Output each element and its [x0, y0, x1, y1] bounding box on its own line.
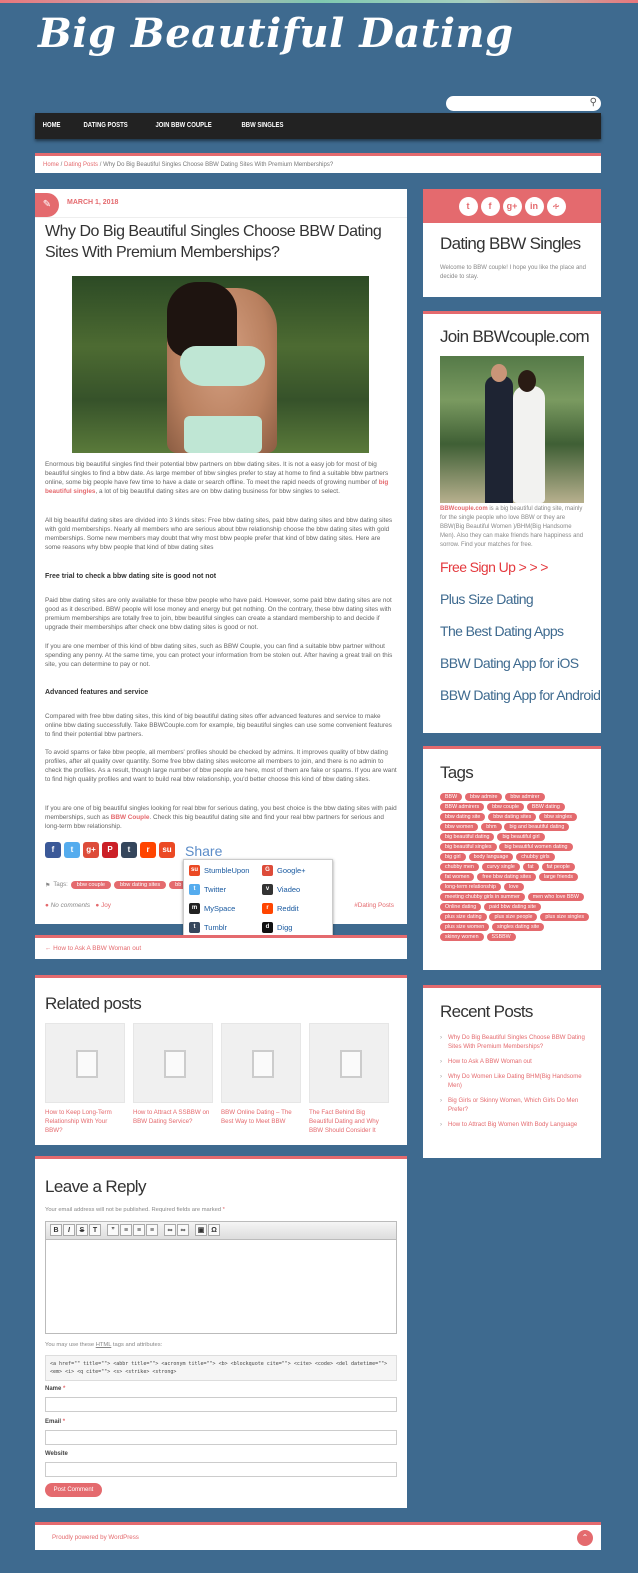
- strike-button[interactable]: S: [76, 1224, 88, 1236]
- comment-icon: ●: [45, 902, 49, 909]
- bbw-dating-android-link[interactable]: BBW Dating App for Android: [440, 687, 601, 703]
- tag-cloud-item[interactable]: bhm: [481, 823, 501, 831]
- tag-cloud-item[interactable]: fat women: [440, 873, 474, 881]
- recent-post-link[interactable]: › How to Ask A BBW Woman out: [440, 1057, 588, 1066]
- italic-button[interactable]: I: [63, 1224, 75, 1236]
- tag-cloud-item[interactable]: bbw couple: [487, 803, 524, 811]
- tag-cloud-item[interactable]: body language: [469, 853, 514, 861]
- share-tumblr[interactable]: t Tumblr: [189, 922, 227, 933]
- tag-cloud-item[interactable]: bbw dating site: [440, 813, 485, 821]
- tags-label: Tags:: [53, 882, 68, 888]
- post-date: MARCH 1, 2018: [67, 199, 119, 206]
- allowed-tags-code: <a href="" title=""> <abbr title=""> <acronym title=""> <b> <blockquote cite=""> <cite> <code> <del datetime=""> <em> <i> <q cite=""> <s> <strike> <strong>: [45, 1355, 397, 1381]
- widget-title: Recent Posts: [440, 1002, 533, 1021]
- widget-title: Dating BBW Singles: [440, 234, 581, 253]
- nav-join-bbw-couple[interactable]: JOIN BBW COUPLE: [155, 122, 212, 129]
- tag-cloud-item[interactable]: free bbw dating sites: [477, 873, 536, 881]
- share-twitter[interactable]: t Twitter: [189, 884, 226, 895]
- viadeo-icon: v: [262, 884, 273, 895]
- post-article: [35, 189, 407, 924]
- couple-image[interactable]: [440, 356, 584, 503]
- twitter-icon[interactable]: t: [64, 842, 80, 858]
- footer: [35, 1522, 601, 1550]
- name-field[interactable]: [45, 1397, 397, 1412]
- search-icon[interactable]: ⚲: [589, 97, 597, 108]
- image-button[interactable]: ▣: [195, 1224, 207, 1236]
- footer-credit-link[interactable]: Proudly powered by WordPress: [52, 1534, 139, 1541]
- post-featured-image: [72, 276, 369, 453]
- stumbleupon-icon: su: [189, 865, 200, 876]
- tag-cloud-item[interactable]: curvy single: [482, 863, 520, 871]
- top-stripe: [0, 0, 638, 3]
- tag-cloud-item[interactable]: big beautiful women dating: [499, 843, 572, 851]
- share-reddit[interactable]: r Reddit: [262, 903, 299, 914]
- widget-title: Join BBWcouple.com: [440, 327, 589, 346]
- special-char-button[interactable]: Ω: [208, 1224, 220, 1236]
- link-button[interactable]: ∞: [164, 1224, 176, 1236]
- tag-cloud-item[interactable]: bbw admire: [465, 793, 502, 801]
- align-right-button[interactable]: ≡: [146, 1224, 158, 1236]
- site-logo[interactable]: Big Beautiful Dating: [38, 10, 514, 57]
- stumbleupon-icon[interactable]: su: [159, 842, 175, 858]
- tag-cloud-item[interactable]: men who love BBW: [528, 893, 584, 901]
- website-label: Website: [45, 1451, 68, 1457]
- twitter-icon[interactable]: t: [459, 197, 478, 216]
- tag-cloud-item[interactable]: SSBBW: [487, 933, 516, 941]
- breadcrumb-home[interactable]: Home: [43, 162, 60, 168]
- tag-cloud-item[interactable]: large friends: [539, 873, 578, 881]
- share-googleplus[interactable]: G Google+: [262, 865, 306, 876]
- tag-cloud-item[interactable]: bbw admirer: [505, 793, 544, 801]
- main-nav: [35, 113, 601, 139]
- quote-button[interactable]: ”: [107, 1224, 119, 1236]
- facebook-icon[interactable]: f: [45, 842, 61, 858]
- tag-cloud-item[interactable]: plus size women: [440, 923, 489, 931]
- related-posts: [35, 975, 407, 1145]
- tag-cloud-item[interactable]: chubby men: [440, 863, 479, 871]
- website-field[interactable]: [45, 1462, 397, 1477]
- post-paragraph: If you are one member of this kind of bbw dating sites, such as BBW Couple, you can find a suitable bbw partner without spending any penny. At the same time, you can protect your information from be stolen out. After having a great trail on this site, you can determine to pay or not.: [45, 643, 393, 668]
- post-paragraph: Paid bbw dating sites are only available for these bbw people who have paid. However, some paid bbw dating sites are not good as it described. BBW people will lose money and energy but get nothing. On the contrary, these bbw dating sites with premium memberships are totally free to join, bbw beautiful singles can create a standard membership to and decide if upgrade their memberships after check one bbw dating sites is good or not.: [45, 597, 392, 631]
- tumblr-icon: t: [189, 922, 200, 933]
- tag-cloud-item[interactable]: long-term relationship: [440, 883, 501, 891]
- tag-cloud-item[interactable]: BBW dating: [527, 803, 565, 811]
- post-comment-button[interactable]: Post Comment: [45, 1483, 102, 1497]
- share-viadeo[interactable]: v Viadeo: [262, 884, 300, 895]
- tag-cloud-item[interactable]: big girl: [440, 853, 466, 861]
- post-paragraph: To avoid spams or fake bbw people, all members' profiles should be checked by admins. It improves quality of bbw dating profiles, after all quality over quantity. Some free bbw dating sites welcome all members to join, and there is no admin to check the profiles. As a result, though large number of bbw people are here, most of them are fake or spams. If you are want to find high quality profiles and want to build real bbw relationship, you'd better choose this kind of bbw dating sites.: [45, 749, 397, 783]
- recent-post-link[interactable]: › Why Do Women Like Dating BHM(Big Handsome Men): [440, 1072, 588, 1090]
- sidebar-widget-about: [423, 189, 601, 297]
- tag-icon: ⚑: [45, 882, 51, 889]
- related-title: Related posts: [45, 994, 142, 1013]
- post-paragraph: Enormous big beautiful singles find their potential bbw partners on bbw dating sites. It is not a easy job for most of big beautiful singles to find a bbw date. As large member of bbw singles prefer to stay at home to find a suitable bbw partners online, some big people have few time to have a date or search offline. To meet the rapid needs of growing number of big beautiful singles, a lot of big beautiful dating sites are on bbw dating business for bbw singles to select.: [45, 461, 389, 495]
- tag-cloud-item[interactable]: meeting chubby girls in summer: [440, 893, 525, 901]
- widget-text: Welcome to BBW couple! I hope you like the place and decide to stay.: [440, 265, 586, 280]
- reddit-icon: r: [262, 903, 273, 914]
- post-tags: [45, 881, 187, 889]
- comment-editor[interactable]: [45, 1221, 397, 1334]
- tag-cloud-item[interactable]: Online dating: [440, 903, 481, 911]
- reddit-icon[interactable]: r: [140, 842, 156, 858]
- google-plus-icon[interactable]: g+: [503, 197, 522, 216]
- tag-cloud-item[interactable]: bbw dating sites: [488, 813, 536, 821]
- tag-cloud-item[interactable]: bbw women: [440, 823, 478, 831]
- author-icon: ●: [95, 902, 100, 909]
- search-input[interactable]: [446, 96, 601, 111]
- comment-form: [35, 1156, 407, 1508]
- post-subheading: Free trial to check a bbw dating site is good not not: [45, 573, 217, 580]
- tag-cloud-item[interactable]: paid bbw dating site: [484, 903, 541, 911]
- divider: [35, 217, 407, 218]
- pencil-icon: ✎: [35, 193, 59, 217]
- tag-cloud-item[interactable]: big beautiful singles: [440, 843, 497, 851]
- back-to-top-icon[interactable]: ⌃: [577, 1530, 593, 1546]
- reply-note: Your email address will not be published. Required fields are marked *: [45, 1207, 225, 1213]
- best-dating-apps-link[interactable]: The Best Dating Apps: [440, 623, 564, 639]
- tag-cloud-item[interactable]: fat people: [542, 863, 575, 871]
- post-paragraph: Compared with free bbw dating sites, this kind of big beautiful dating sites offer advanced features and service to make online bbw dating successfully. Take BBWCouple.com for example, big beautiful singles can use some convenient features to find their potential bbw partners.: [45, 713, 392, 738]
- recent-post-link[interactable]: › Big Girls or Skinny Women, Which Girls Do Men Prefer?: [440, 1096, 588, 1114]
- related-item[interactable]: How to Attract A SSBBW on BBW Dating Service?: [133, 1023, 213, 1126]
- tag-cloud-item[interactable]: skinny women: [440, 933, 484, 941]
- tag-link[interactable]: bbw couple: [71, 881, 111, 889]
- breadcrumb-sep: /: [59, 162, 65, 168]
- bbw-couple-link[interactable]: BBW Couple: [110, 814, 150, 821]
- google-plus-icon: G: [262, 865, 273, 876]
- tag-link[interactable]: bbw dating sites: [114, 881, 166, 889]
- share-button[interactable]: Share: [185, 843, 223, 859]
- allowed-tags-note: You may use these HTML tags and attributes:: [45, 1342, 163, 1348]
- tag-cloud: [440, 792, 590, 942]
- tag-link[interactable]: bb: [169, 881, 187, 889]
- sidebar-social: [423, 189, 601, 223]
- tumblr-icon[interactable]: t: [121, 842, 137, 858]
- tag-cloud-item[interactable]: plus size dating: [440, 913, 487, 921]
- tag-cloud-item[interactable]: chubby girls: [516, 853, 554, 861]
- post-paragraph: If you are one of big beautiful singles looking for real bbw for serious dating, you best choice is the bbw dating sites with paid memberships, such as BBW Couple. Check this big beautiful dating site and find your real bbw partners for serious and long-term bbw relationship.: [45, 805, 397, 830]
- recent-posts-list: [440, 1033, 588, 1135]
- sidebar-widget-join: [423, 311, 601, 733]
- align-left-button[interactable]: ≡: [120, 1224, 132, 1236]
- document-icon: [133, 1023, 213, 1103]
- document-icon: [45, 1023, 125, 1103]
- google-plus-icon[interactable]: g+: [83, 842, 99, 858]
- reply-title: Leave a Reply: [45, 1177, 146, 1196]
- author-link[interactable]: Joy: [101, 902, 112, 909]
- related-item[interactable]: BBW Online Dating – The Best Way to Meet BBW: [221, 1023, 301, 1126]
- recent-post-link[interactable]: › Why Do Big Beautiful Singles Choose BBW Dating Sites With Premium Memberships?: [440, 1033, 588, 1051]
- breadcrumb-current: Why Do Big Beautiful Singles Choose BBW Dating Sites With Premium Memberships?: [103, 162, 334, 168]
- post-subheading: Advanced features and service: [45, 689, 149, 696]
- free-signup-link[interactable]: Free Sign Up > > >: [440, 559, 548, 575]
- editor-toolbar: [46, 1222, 396, 1240]
- sidebar-widget-recent: [423, 985, 601, 1158]
- linkedin-icon[interactable]: in: [525, 197, 544, 216]
- tag-cloud-item[interactable]: fat: [523, 863, 539, 871]
- unlink-button[interactable]: ∞: [177, 1224, 189, 1236]
- breadcrumb-sep: /: [98, 162, 104, 168]
- tag-cloud-item[interactable]: BBW: [440, 793, 462, 801]
- previous-post-link[interactable]: ← How to Ask A BBW Woman out: [45, 945, 142, 952]
- share-stumbleupon[interactable]: su StumbleUpon: [190, 866, 250, 875]
- share-digg[interactable]: d Digg: [262, 922, 292, 933]
- name-label: Name *: [45, 1386, 66, 1392]
- nav-dating-posts[interactable]: DATING POSTS: [83, 122, 128, 129]
- post-navigation: [35, 935, 407, 959]
- bbw-dating-ios-link[interactable]: BBW Dating App for iOS: [440, 655, 579, 671]
- tag-cloud-item[interactable]: big beautiful girl: [497, 833, 544, 841]
- plus-size-dating-link[interactable]: Plus Size Dating: [440, 591, 534, 607]
- comments-link[interactable]: No comments: [50, 902, 91, 909]
- tag-cloud-item[interactable]: singles dating site: [492, 923, 544, 931]
- related-item[interactable]: The Fact Behind Big Beautiful Dating and Why BBW Should Consider It: [309, 1023, 389, 1135]
- tag-cloud-item[interactable]: love: [504, 883, 524, 891]
- breadcrumb-dating-posts[interactable]: Dating Posts: [64, 162, 99, 168]
- document-icon: [221, 1023, 301, 1103]
- align-center-button[interactable]: ≡: [133, 1224, 145, 1236]
- sidebar-widget-tags: [423, 746, 601, 970]
- myspace-icon: m: [189, 903, 200, 914]
- category-link[interactable]: #Dating Posts: [354, 902, 394, 909]
- tag-cloud-item[interactable]: big and beautiful dating: [504, 823, 569, 831]
- twitter-icon: t: [189, 884, 200, 895]
- tag-cloud-item[interactable]: bbw singles: [539, 813, 577, 821]
- post-paragraph: All big beautiful dating sites are divided into 3 kinds sites: Free bbw dating sites, paid bbw dating sites and bbw dating sites with gold memberships. Nearly all members who are serious about bbw relationship choose the bbw dating sites with gold memberships. Some new members may doubt that why most bbw people prefer that kind of bbw dating sites. Here are some reasons why bbw people that kind of bbw dating sites: [45, 517, 393, 551]
- facebook-icon[interactable]: f: [481, 197, 500, 216]
- related-item[interactable]: How to Keep Long-Term Relationship With Your BBW?: [45, 1023, 125, 1135]
- tag-cloud-item[interactable]: plus size people: [489, 913, 537, 921]
- nav-home[interactable]: HOME: [42, 122, 61, 129]
- tag-cloud-item[interactable]: BBW admirers: [440, 803, 484, 811]
- bold-button[interactable]: B: [50, 1224, 62, 1236]
- rss-icon[interactable]: ∻: [547, 197, 566, 216]
- email-field[interactable]: [45, 1430, 397, 1445]
- tag-cloud-item[interactable]: big beautiful dating: [440, 833, 494, 841]
- big-beautiful-singles-link[interactable]: big beautiful singles: [45, 479, 389, 495]
- pinterest-icon[interactable]: P: [102, 842, 118, 858]
- post-title: Why Do Big Beautiful Singles Choose BBW Dating Sites With Premium Memberships?: [45, 223, 382, 261]
- tag-cloud-item[interactable]: plus size singles: [540, 913, 589, 921]
- clear-format-button[interactable]: T: [89, 1224, 101, 1236]
- breadcrumb: [35, 153, 601, 173]
- bbwcouple-link[interactable]: BBWcouple.com: [440, 506, 488, 512]
- widget-title: Tags: [440, 763, 474, 782]
- share-myspace[interactable]: m MySpace: [189, 903, 235, 914]
- widget-text: BBWcouple.com is a big beautiful dating site, mainly for the single people who love BBW or they are BBW(Big Beautiful Women )/BHM(Big Handsome Men). Also they can make friends hare happiness and sorrow. Find your matches for free.: [440, 506, 584, 548]
- recent-post-link[interactable]: › How to Attract Big Women With Body Language: [440, 1120, 588, 1129]
- digg-icon: d: [262, 922, 273, 933]
- email-label: Email *: [45, 1419, 66, 1425]
- social-share-buttons: [45, 842, 175, 858]
- nav-bbw-singles[interactable]: BBW SINGLES: [241, 122, 284, 129]
- document-icon: [309, 1023, 389, 1103]
